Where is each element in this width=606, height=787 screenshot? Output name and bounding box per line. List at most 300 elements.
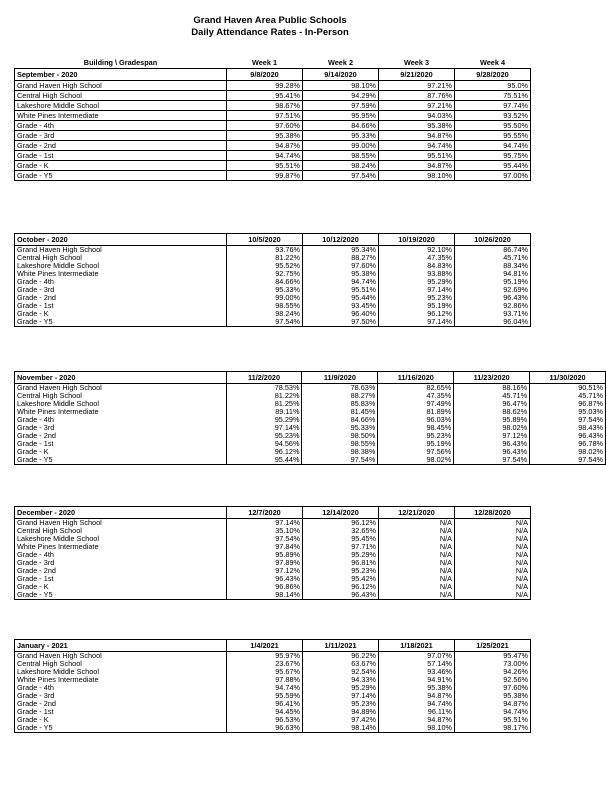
month-label: November - 2020 — [15, 372, 227, 384]
table-row — [15, 318, 531, 327]
attendance-value: 95.51% — [227, 161, 303, 171]
row-label: Grade - 2nd — [15, 700, 227, 708]
attendance-value: N/A — [455, 567, 531, 575]
attendance-value: 95.19% — [379, 302, 455, 310]
attendance-value: 97.60% — [455, 684, 531, 692]
table-row — [15, 294, 531, 302]
month-header-row — [15, 69, 531, 81]
attendance-value: N/A — [455, 543, 531, 551]
attendance-value: 95.51% — [455, 716, 531, 724]
table-row — [15, 559, 531, 567]
attendance-value: 98.10% — [303, 81, 379, 91]
attendance-value: 97.54% — [227, 535, 303, 543]
row-label: Grade - 1st — [15, 151, 227, 161]
month-label: December - 2020 — [15, 507, 227, 519]
week-date: 9/8/2020 — [227, 69, 303, 81]
attendance-value: 73.00% — [455, 660, 531, 668]
table-row — [15, 551, 531, 559]
attendance-value: 95.42% — [303, 575, 379, 583]
attendance-value: 97.54% — [303, 171, 379, 181]
month-table — [14, 371, 606, 465]
month-header-row — [15, 372, 606, 384]
week-header-row — [15, 58, 531, 69]
row-label: Grade - K — [15, 310, 227, 318]
attendance-value: 92.56% — [455, 676, 531, 684]
attendance-value: 95.89% — [454, 416, 530, 424]
attendance-value: 97.21% — [379, 101, 455, 111]
row-label: Central High School — [15, 254, 227, 262]
table-row — [15, 286, 531, 294]
week-date: 9/28/2020 — [455, 69, 531, 81]
table-row — [15, 278, 531, 286]
attendance-value: 95.41% — [227, 91, 303, 101]
attendance-value: 96.41% — [227, 700, 303, 708]
attendance-value: 97.84% — [227, 543, 303, 551]
attendance-value: 95.19% — [455, 278, 531, 286]
table-row — [15, 519, 531, 528]
attendance-value: 95.33% — [227, 286, 303, 294]
attendance-value: 94.87% — [379, 131, 455, 141]
table-row — [15, 424, 606, 432]
attendance-value: 95.44% — [303, 294, 379, 302]
row-label: Grade - K — [15, 161, 227, 171]
table-row — [15, 692, 531, 700]
attendance-value: 96.43% — [454, 440, 530, 448]
attendance-value: 95.38% — [455, 692, 531, 700]
attendance-value: 97.49% — [378, 400, 454, 408]
table-row — [15, 583, 531, 591]
attendance-value: 93.52% — [455, 111, 531, 121]
attendance-value: N/A — [455, 559, 531, 567]
week-header: Week 2 — [327, 58, 353, 68]
row-label: Grade - 3rd — [15, 131, 227, 141]
attendance-value: 85.83% — [302, 400, 378, 408]
table-row — [15, 684, 531, 692]
attendance-value: 96.43% — [227, 575, 303, 583]
week-date: 10/5/2020 — [227, 234, 303, 246]
month-table — [14, 233, 531, 327]
attendance-value: 78.53% — [226, 384, 302, 393]
row-label: Grade - 4th — [15, 121, 227, 131]
row-label: Grand Haven High School — [15, 384, 227, 393]
attendance-value: 94.87% — [455, 700, 531, 708]
attendance-value: 96.86% — [227, 583, 303, 591]
attendance-value: 98.24% — [227, 310, 303, 318]
attendance-value: 82.65% — [378, 384, 454, 393]
table-row — [15, 101, 531, 111]
attendance-value: 97.12% — [227, 567, 303, 575]
week-date: 1/18/2021 — [379, 640, 455, 652]
table-row — [15, 310, 531, 318]
attendance-value: 84.66% — [303, 121, 379, 131]
attendance-value: 95.29% — [303, 551, 379, 559]
attendance-value: 95.38% — [303, 270, 379, 278]
attendance-value: N/A — [455, 527, 531, 535]
table-row — [15, 161, 531, 171]
table-row — [15, 416, 606, 424]
week-date: 10/12/2020 — [303, 234, 379, 246]
row-label: Grade - 1st — [15, 302, 227, 310]
table-row — [15, 302, 531, 310]
attendance-value: 92.69% — [455, 286, 531, 294]
row-label: White Pines Intermediate — [15, 111, 227, 121]
table-row — [15, 652, 531, 661]
row-label: Grand Haven High School — [15, 519, 227, 528]
attendance-value: 95.34% — [303, 246, 379, 255]
attendance-value: 95.89% — [227, 551, 303, 559]
attendance-value: 94.87% — [379, 716, 455, 724]
attendance-value: 95.45% — [303, 535, 379, 543]
row-label: Grade - 3rd — [15, 559, 227, 567]
attendance-value: 95.29% — [379, 278, 455, 286]
attendance-value: 95.55% — [455, 131, 531, 141]
attendance-value: 98.02% — [378, 456, 454, 465]
attendance-value: 95.51% — [303, 286, 379, 294]
week-date: 1/25/2021 — [455, 640, 531, 652]
month-table — [14, 506, 531, 600]
attendance-value: 96.43% — [455, 294, 531, 302]
attendance-value: 94.74% — [455, 141, 531, 151]
attendance-value: 92.75% — [227, 270, 303, 278]
attendance-value: 97.21% — [379, 81, 455, 91]
attendance-value: N/A — [379, 559, 455, 567]
table-row — [15, 131, 531, 141]
attendance-value: 97.14% — [379, 318, 455, 327]
attendance-value: 97.89% — [227, 559, 303, 567]
week-header: Week 4 — [479, 58, 505, 68]
attendance-value: 97.54% — [227, 318, 303, 327]
attendance-value: 95.23% — [303, 567, 379, 575]
attendance-value: 96.12% — [226, 448, 302, 456]
row-label: Grade - 2nd — [15, 432, 227, 440]
attendance-value: 95.38% — [379, 121, 455, 131]
row-label: White Pines Intermediate — [15, 408, 227, 416]
attendance-value: 97.14% — [303, 692, 379, 700]
attendance-value: 93.45% — [303, 302, 379, 310]
week-date: 1/4/2021 — [227, 640, 303, 652]
attendance-value: 96.87% — [530, 400, 606, 408]
attendance-value: 94.74% — [227, 684, 303, 692]
table-row — [15, 121, 531, 131]
attendance-value: N/A — [379, 551, 455, 559]
table-row — [15, 527, 531, 535]
row-label: Grade - Y5 — [15, 591, 227, 600]
attendance-value: 86.74% — [455, 246, 531, 255]
row-label: Lakeshore Middle School — [15, 668, 227, 676]
attendance-value: 93.88% — [379, 270, 455, 278]
attendance-value: 93.71% — [455, 310, 531, 318]
table-row — [15, 384, 606, 393]
attendance-value: 98.55% — [303, 151, 379, 161]
attendance-value: 94.33% — [303, 676, 379, 684]
attendance-value: 96.78% — [530, 440, 606, 448]
attendance-value: 95.38% — [379, 684, 455, 692]
row-label: White Pines Intermediate — [15, 270, 227, 278]
attendance-value: 97.60% — [303, 262, 379, 270]
attendance-value: 95.23% — [226, 432, 302, 440]
attendance-value: 96.40% — [303, 310, 379, 318]
attendance-value: 97.51% — [227, 111, 303, 121]
attendance-value: 97.60% — [227, 121, 303, 131]
week-date: 1/11/2021 — [303, 640, 379, 652]
attendance-value: 97.00% — [455, 171, 531, 181]
row-label: Central High School — [15, 527, 227, 535]
attendance-value: 94.74% — [227, 151, 303, 161]
attendance-value: 94.74% — [455, 708, 531, 716]
week-date: 9/21/2020 — [379, 69, 455, 81]
attendance-value: 81.45% — [302, 408, 378, 416]
attendance-value: 96.03% — [378, 416, 454, 424]
attendance-value: 45.71% — [530, 392, 606, 400]
month-label: October - 2020 — [15, 234, 227, 246]
week-header: Week 3 — [403, 58, 429, 68]
table-row — [15, 448, 606, 456]
attendance-value: N/A — [379, 575, 455, 583]
attendance-value: N/A — [455, 575, 531, 583]
attendance-value: N/A — [455, 583, 531, 591]
row-label: Grade - 4th — [15, 416, 227, 424]
attendance-value: 88.34% — [455, 262, 531, 270]
attendance-value: 94.74% — [303, 278, 379, 286]
attendance-value: 96.12% — [303, 583, 379, 591]
row-label: Lakeshore Middle School — [15, 262, 227, 270]
attendance-value: 89.11% — [226, 408, 302, 416]
row-label: Grade - 4th — [15, 684, 227, 692]
attendance-value: 88.16% — [454, 384, 530, 393]
attendance-value: 98.14% — [227, 591, 303, 600]
attendance-value: 95.59% — [227, 692, 303, 700]
row-label: Grade - Y5 — [15, 171, 227, 181]
row-label: Grand Haven High School — [15, 246, 227, 255]
attendance-value: 95.97% — [227, 652, 303, 661]
month-header-row — [15, 234, 531, 246]
table-row — [15, 392, 606, 400]
row-label: Grade - 2nd — [15, 294, 227, 302]
attendance-value: 84.83% — [379, 262, 455, 270]
row-label: Grade - 2nd — [15, 567, 227, 575]
attendance-value: 95.44% — [455, 161, 531, 171]
attendance-value: 97.59% — [303, 101, 379, 111]
attendance-value: 99.28% — [227, 81, 303, 91]
attendance-value: 95.47% — [455, 652, 531, 661]
attendance-value: 47.35% — [378, 392, 454, 400]
attendance-value: 96.12% — [379, 310, 455, 318]
attendance-value: 94.87% — [227, 141, 303, 151]
building-gradespan-header: Building \ Gradespan — [83, 58, 158, 68]
attendance-value: N/A — [379, 519, 455, 528]
row-label: Grade - Y5 — [15, 724, 227, 733]
attendance-value: 96.11% — [379, 708, 455, 716]
report-subtitle: Daily Attendance Rates - In-Person — [191, 27, 349, 38]
week-date: 12/7/2020 — [227, 507, 303, 519]
attendance-value: 97.54% — [530, 456, 606, 465]
attendance-value: N/A — [379, 535, 455, 543]
attendance-value: 95.23% — [379, 294, 455, 302]
attendance-value: 57.14% — [379, 660, 455, 668]
attendance-value: N/A — [455, 551, 531, 559]
attendance-value: 97.14% — [227, 519, 303, 528]
table-row — [15, 676, 531, 684]
table-row — [15, 141, 531, 151]
table-row — [15, 440, 606, 448]
week-date: 10/19/2020 — [379, 234, 455, 246]
attendance-value: 97.74% — [455, 101, 531, 111]
table-row — [15, 400, 606, 408]
row-label: White Pines Intermediate — [15, 676, 227, 684]
attendance-value: 98.10% — [379, 171, 455, 181]
attendance-value: 35.10% — [227, 527, 303, 535]
table-row — [15, 668, 531, 676]
month-header-row — [15, 640, 531, 652]
row-label: Lakeshore Middle School — [15, 101, 227, 111]
attendance-value: 92.54% — [303, 668, 379, 676]
attendance-value: 81.22% — [227, 254, 303, 262]
table-row — [15, 432, 606, 440]
row-label: Grade - K — [15, 583, 227, 591]
row-label: Grade - 4th — [15, 551, 227, 559]
attendance-value: 88.27% — [302, 392, 378, 400]
attendance-value: N/A — [379, 527, 455, 535]
attendance-value: 94.45% — [227, 708, 303, 716]
attendance-value: 95.23% — [378, 432, 454, 440]
attendance-value: 81.89% — [378, 408, 454, 416]
week-date: 12/28/2020 — [455, 507, 531, 519]
week-date: 11/23/2020 — [454, 372, 530, 384]
row-label: Grand Haven High School — [15, 652, 227, 661]
attendance-value: 95.23% — [303, 700, 379, 708]
table-row — [15, 716, 531, 724]
row-label: Central High School — [15, 392, 227, 400]
week-date: 12/14/2020 — [303, 507, 379, 519]
row-label: Grade - Y5 — [15, 456, 227, 465]
attendance-value: 94.89% — [303, 708, 379, 716]
attendance-value: 94.26% — [455, 668, 531, 676]
attendance-value: 88.27% — [303, 254, 379, 262]
attendance-value: 97.54% — [530, 416, 606, 424]
attendance-value: 94.87% — [379, 692, 455, 700]
table-row — [15, 456, 606, 465]
attendance-value: 96.63% — [227, 724, 303, 733]
row-label: Grade - 3rd — [15, 692, 227, 700]
week-date: 11/30/2020 — [530, 372, 606, 384]
report-title: Grand Haven Area Public Schools — [193, 15, 347, 26]
row-label: Lakeshore Middle School — [15, 535, 227, 543]
table-row — [15, 151, 531, 161]
table-row — [15, 246, 531, 255]
table-row — [15, 171, 531, 181]
attendance-value: 23.67% — [227, 660, 303, 668]
table-row — [15, 262, 531, 270]
attendance-value: 94.74% — [379, 141, 455, 151]
table-row — [15, 408, 606, 416]
attendance-value: 94.74% — [379, 700, 455, 708]
attendance-value: 97.07% — [379, 652, 455, 661]
attendance-value: 94.91% — [379, 676, 455, 684]
table-row — [15, 700, 531, 708]
month-header-row — [15, 507, 531, 519]
attendance-value: 98.55% — [302, 440, 378, 448]
attendance-value: 96.47% — [454, 400, 530, 408]
month-label: January - 2021 — [15, 640, 227, 652]
attendance-value: 93.46% — [379, 668, 455, 676]
attendance-value: N/A — [379, 583, 455, 591]
attendance-value: 97.14% — [226, 424, 302, 432]
attendance-value: 63.67% — [303, 660, 379, 668]
attendance-value: 32.65% — [303, 527, 379, 535]
attendance-value: 95.44% — [226, 456, 302, 465]
attendance-value: 84.66% — [302, 416, 378, 424]
attendance-value: 95.67% — [227, 668, 303, 676]
table-row — [15, 270, 531, 278]
week-date: 10/26/2020 — [455, 234, 531, 246]
attendance-value: 98.02% — [454, 424, 530, 432]
attendance-value: 45.71% — [455, 254, 531, 262]
attendance-value: N/A — [379, 567, 455, 575]
attendance-value: 97.54% — [454, 456, 530, 465]
attendance-value: 96.43% — [454, 448, 530, 456]
attendance-value: 90.51% — [530, 384, 606, 393]
week-date: 11/2/2020 — [226, 372, 302, 384]
attendance-value: 99.87% — [227, 171, 303, 181]
attendance-value: 98.43% — [530, 424, 606, 432]
attendance-value: 99.00% — [227, 294, 303, 302]
attendance-value: 94.29% — [303, 91, 379, 101]
attendance-value: 96.43% — [530, 432, 606, 440]
attendance-value: 97.71% — [303, 543, 379, 551]
attendance-value: 99.00% — [303, 141, 379, 151]
table-row — [15, 660, 531, 668]
attendance-value: 94.87% — [379, 161, 455, 171]
attendance-value: 92.86% — [455, 302, 531, 310]
attendance-value: 98.14% — [303, 724, 379, 733]
attendance-value: 96.43% — [303, 591, 379, 600]
table-row — [15, 111, 531, 121]
attendance-value: 78.63% — [302, 384, 378, 393]
row-label: Grand Haven High School — [15, 81, 227, 91]
table-row — [15, 567, 531, 575]
attendance-value: 45.71% — [454, 392, 530, 400]
attendance-value: 96.04% — [455, 318, 531, 327]
attendance-value: N/A — [455, 591, 531, 600]
attendance-value: 98.17% — [455, 724, 531, 733]
row-label: Grade - 3rd — [15, 286, 227, 294]
attendance-value: 93.76% — [227, 246, 303, 255]
row-label: Lakeshore Middle School — [15, 400, 227, 408]
attendance-value: 95.19% — [378, 440, 454, 448]
attendance-value: 95.33% — [303, 131, 379, 141]
week-date: 9/14/2020 — [303, 69, 379, 81]
table-row — [15, 535, 531, 543]
attendance-value: 97.42% — [303, 716, 379, 724]
attendance-value: 98.55% — [227, 302, 303, 310]
attendance-value: 75.51% — [455, 91, 531, 101]
attendance-value: 97.50% — [303, 318, 379, 327]
table-row — [15, 575, 531, 583]
attendance-value: 95.50% — [455, 121, 531, 131]
row-label: Grade - 1st — [15, 440, 227, 448]
month-table — [14, 639, 531, 733]
month-label: September - 2020 — [15, 69, 227, 81]
table-row — [15, 254, 531, 262]
attendance-value: 95.03% — [530, 408, 606, 416]
table-row — [15, 81, 531, 91]
attendance-value: 98.67% — [227, 101, 303, 111]
attendance-value: 95.29% — [303, 684, 379, 692]
attendance-value: 96.22% — [303, 652, 379, 661]
attendance-value: 97.56% — [378, 448, 454, 456]
row-label: Grade - 4th — [15, 278, 227, 286]
attendance-value: 95.0% — [455, 81, 531, 91]
